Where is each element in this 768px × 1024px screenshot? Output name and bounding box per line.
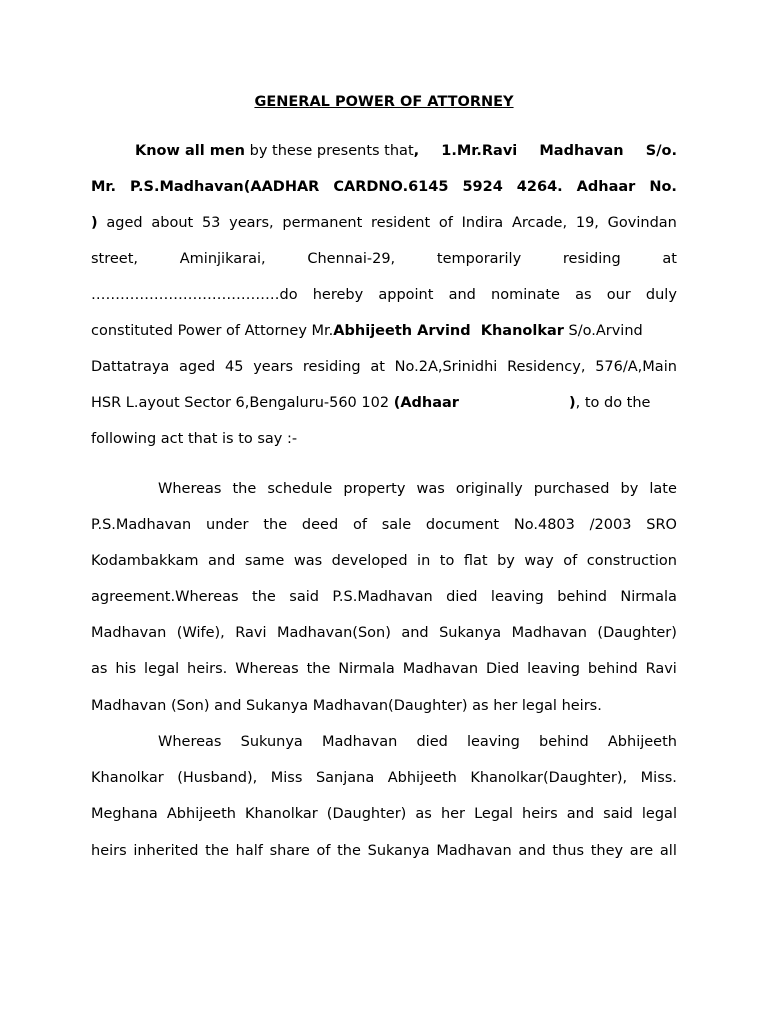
document-title: GENERAL POWER OF ATTORNEY (254, 94, 514, 110)
p2-line-4: agreement.Whereas the said P.S.Madhavan died leaving behind Nirmala (91, 589, 677, 605)
close-paren: ) (91, 215, 98, 231)
p3-line-2: Khanolkar (Husband), Miss Sanjana Abhijeeth Khanolkar(Daughter), Miss. (91, 770, 677, 786)
p3-line-4: heirs inherited the half share of the Sukanya Madhavan and thus they are all (91, 843, 677, 859)
p1-line-5: …………………………………do hereby appoint and nominate as our duly (91, 287, 677, 303)
know-all-men: Know all men (135, 143, 246, 159)
p1-line-9: following act that is to say :- (91, 431, 298, 447)
word: S/o. (645, 143, 677, 159)
p1-line-8: HSR L.ayout Sector 6,Bengaluru-560 102 (Adhaar ), to do the (91, 395, 651, 411)
p1-line-6-text: constituted Power of Attorney Mr.Abhijeeth Arvind Khanolkar S/o.Arvind (91, 323, 643, 339)
p2-line-1: Whereas the schedule property was originally purchased by late (158, 481, 677, 497)
p1-line-6 (91, 319, 677, 343)
word: P.S.Madhavan(AADHAR (130, 179, 320, 195)
p1-line-4: street, Aminjikarai, Chennai-29, temporarily residing at (91, 251, 677, 267)
p1-line-1 (135, 139, 677, 163)
word: Mr. (91, 179, 117, 195)
adhaar-label: (Adhaar (393, 395, 459, 411)
word: 4264. (516, 179, 563, 195)
p1-line-7: Dattatraya aged 45 years residing at No.2A,Srinidhi Residency, 576/A,Main (91, 359, 677, 375)
p2-line-5: Madhavan (Wife), Ravi Madhavan(Son) and Sukanya Madhavan (Daughter) (91, 625, 677, 641)
p3-line-3: Meghana Abhijeeth Khanolkar (Daughter) as her Legal heirs and said legal (91, 806, 677, 822)
word: Adhaar (576, 179, 636, 195)
p1-line-2 (91, 175, 677, 199)
p1-line-1-text: Know all men by these presents that, (135, 143, 420, 159)
word: Madhavan (539, 143, 624, 159)
p2-line-6: as his legal heirs. Whereas the Nirmala Madhavan Died leaving behind Ravi (91, 661, 677, 677)
word: 1.Mr.Ravi (441, 143, 518, 159)
p3-line-1: Whereas Sukunya Madhavan died leaving behind Abhijeeth (158, 734, 677, 750)
p2-line-3: Kodambakkam and same was developed in to flat by way of construction (91, 553, 677, 569)
word: CARDNO.6145 (333, 179, 449, 195)
word: 5924 (462, 179, 503, 195)
p1-line-3: ) aged about 53 years, permanent resident of Indira Arcade, 19, Govindan (91, 211, 677, 235)
p2-line-7: Madhavan (Son) and Sukanya Madhavan(Daughter) as her legal heirs. (91, 698, 602, 714)
word: No. (649, 179, 677, 195)
p2-line-2: P.S.Madhavan under the deed of sale document No.4803 /2003 SRO (91, 517, 677, 533)
attorney-name: Abhijeeth Arvind Khanolkar (333, 323, 564, 339)
